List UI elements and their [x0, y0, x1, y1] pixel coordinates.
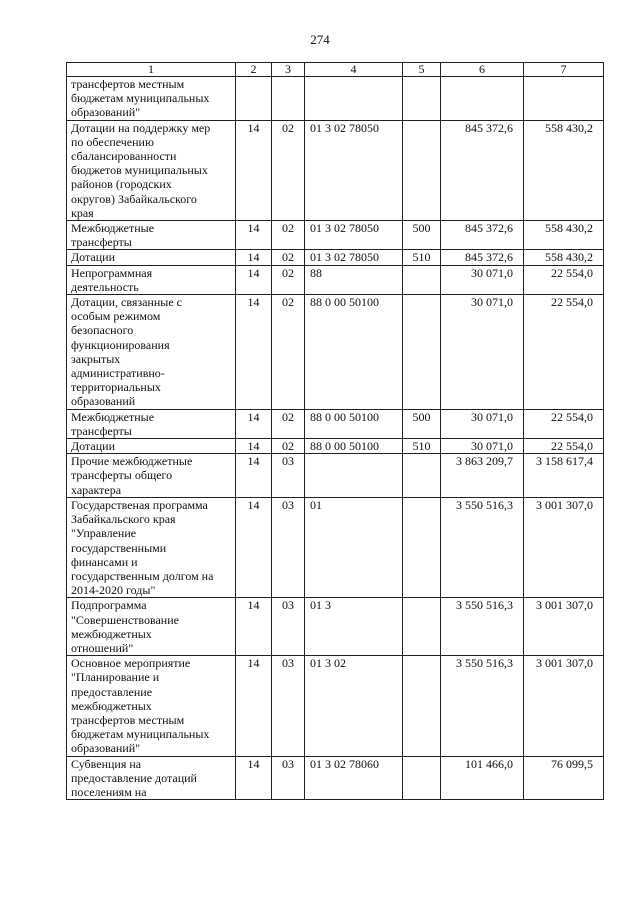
subsection-code-cell: 03	[272, 497, 305, 597]
target-article-cell: 88 0 00 50100	[305, 439, 403, 454]
subsection-code-cell	[272, 77, 305, 121]
amount-2019-cell: 3 550 516,3	[441, 497, 524, 597]
section-code-cell: 14	[236, 221, 272, 250]
expense-type-cell: 500	[403, 409, 441, 438]
page-number: 274	[310, 32, 330, 47]
amount-2019-cell: 30 071,0	[441, 295, 524, 410]
column-header: 1	[67, 63, 236, 77]
row-name-cell: Дотации	[67, 439, 236, 454]
amount-2020-cell: 22 554,0	[524, 439, 604, 454]
row-name-cell: Прочие межбюджетные трансферты общего характера	[67, 454, 236, 498]
expense-type-cell	[403, 265, 441, 294]
table-row	[67, 409, 604, 438]
target-article-cell: 01 3 02	[305, 656, 403, 756]
row-name-cell: Основное мероприятие "Планирование и предоставление межбюджетных трансфертов местным бюджетам муниципальных образований"	[67, 656, 236, 756]
expense-type-cell: 510	[403, 250, 441, 265]
amount-2020-cell: 22 554,0	[524, 265, 604, 294]
column-header: 6	[441, 63, 524, 77]
table-row	[67, 221, 604, 250]
row-name-cell: Дотации	[67, 250, 236, 265]
section-code-cell: 14	[236, 439, 272, 454]
expense-type-cell	[403, 295, 441, 410]
section-code-cell: 14	[236, 598, 272, 656]
amount-2020-cell: 3 158 617,4	[524, 454, 604, 498]
section-code-cell: 14	[236, 454, 272, 498]
row-name-cell: Межбюджетные трансферты	[67, 221, 236, 250]
amount-2019-cell: 101 466,0	[441, 756, 524, 800]
amount-2019-cell	[441, 77, 524, 121]
target-article-cell: 01 3	[305, 598, 403, 656]
subsection-code-cell: 03	[272, 598, 305, 656]
row-name-cell: Непрограммная деятельность	[67, 265, 236, 294]
section-code-cell: 14	[236, 409, 272, 438]
amount-2019-cell: 3 550 516,3	[441, 598, 524, 656]
row-name-cell: Государственая программа Забайкальского края "Управление государственными финансами и государственным долгом на 2014-2020 годы"	[67, 497, 236, 597]
table-row	[67, 120, 604, 220]
expense-type-cell	[403, 77, 441, 121]
budget-table	[66, 62, 604, 800]
target-article-cell: 01	[305, 497, 403, 597]
table-row	[67, 77, 604, 121]
expense-type-cell: 500	[403, 221, 441, 250]
subsection-code-cell: 03	[272, 454, 305, 498]
amount-2019-cell: 3 550 516,3	[441, 656, 524, 756]
table-body	[67, 77, 604, 800]
expense-type-cell	[403, 120, 441, 220]
amount-2020-cell: 3 001 307,0	[524, 656, 604, 756]
amount-2020-cell: 76 099,5	[524, 756, 604, 800]
amount-2019-cell: 845 372,6	[441, 250, 524, 265]
amount-2020-cell	[524, 77, 604, 121]
subsection-code-cell: 02	[272, 120, 305, 220]
target-article-cell: 01 3 02 78050	[305, 250, 403, 265]
amount-2020-cell: 558 430,2	[524, 120, 604, 220]
section-code-cell: 14	[236, 250, 272, 265]
amount-2019-cell: 30 071,0	[441, 409, 524, 438]
row-name-cell: Субвенция на предоставление дотаций поселениям на	[67, 756, 236, 800]
column-header: 3	[272, 63, 305, 77]
table-row	[67, 497, 604, 597]
row-name-cell: Межбюджетные трансферты	[67, 409, 236, 438]
table-row	[67, 250, 604, 265]
section-code-cell: 14	[236, 265, 272, 294]
target-article-cell: 01 3 02 78060	[305, 756, 403, 800]
amount-2019-cell: 845 372,6	[441, 221, 524, 250]
expense-type-cell	[403, 598, 441, 656]
section-code-cell: 14	[236, 656, 272, 756]
section-code-cell	[236, 77, 272, 121]
amount-2020-cell: 3 001 307,0	[524, 598, 604, 656]
section-code-cell: 14	[236, 120, 272, 220]
table-row	[67, 265, 604, 294]
amount-2019-cell: 3 863 209,7	[441, 454, 524, 498]
expense-type-cell	[403, 497, 441, 597]
row-name-cell: Дотации на поддержку мер по обеспечению сбалансированности бюджетов муниципальных районов (городских округов) Забайкальского края	[67, 120, 236, 220]
column-header: 7	[524, 63, 604, 77]
amount-2020-cell: 22 554,0	[524, 295, 604, 410]
subsection-code-cell: 02	[272, 250, 305, 265]
target-article-cell	[305, 77, 403, 121]
subsection-code-cell: 03	[272, 756, 305, 800]
amount-2020-cell: 558 430,2	[524, 250, 604, 265]
amount-2020-cell: 22 554,0	[524, 409, 604, 438]
subsection-code-cell: 03	[272, 656, 305, 756]
section-code-cell: 14	[236, 497, 272, 597]
subsection-code-cell: 02	[272, 409, 305, 438]
amount-2019-cell: 30 071,0	[441, 265, 524, 294]
amount-2020-cell: 558 430,2	[524, 221, 604, 250]
subsection-code-cell: 02	[272, 265, 305, 294]
column-number-header-row	[67, 63, 604, 77]
target-article-cell	[305, 454, 403, 498]
table-row	[67, 598, 604, 656]
row-name-cell: трансфертов местным бюджетам муниципальных образований"	[67, 77, 236, 121]
amount-2020-cell: 3 001 307,0	[524, 497, 604, 597]
expense-type-cell	[403, 656, 441, 756]
amount-2019-cell: 30 071,0	[441, 439, 524, 454]
expense-type-cell: 510	[403, 439, 441, 454]
target-article-cell: 01 3 02 78050	[305, 221, 403, 250]
row-name-cell: Подпрограмма "Совершенствование межбюджетных отношений"	[67, 598, 236, 656]
target-article-cell: 88 0 00 50100	[305, 409, 403, 438]
row-name-cell: Дотации, связанные с особым режимом безопасного функционирования закрытых административно- территориальных образований	[67, 295, 236, 410]
column-header: 4	[305, 63, 403, 77]
column-header: 5	[403, 63, 441, 77]
section-code-cell: 14	[236, 295, 272, 410]
target-article-cell: 88	[305, 265, 403, 294]
column-header: 2	[236, 63, 272, 77]
subsection-code-cell: 02	[272, 221, 305, 250]
subsection-code-cell: 02	[272, 439, 305, 454]
subsection-code-cell: 02	[272, 295, 305, 410]
table-row	[67, 756, 604, 800]
amount-2019-cell: 845 372,6	[441, 120, 524, 220]
expense-type-cell	[403, 454, 441, 498]
target-article-cell: 01 3 02 78050	[305, 120, 403, 220]
table-row	[67, 454, 604, 498]
table-row	[67, 295, 604, 410]
expense-type-cell	[403, 756, 441, 800]
table-row	[67, 656, 604, 756]
table-row	[67, 439, 604, 454]
section-code-cell: 14	[236, 756, 272, 800]
target-article-cell: 88 0 00 50100	[305, 295, 403, 410]
